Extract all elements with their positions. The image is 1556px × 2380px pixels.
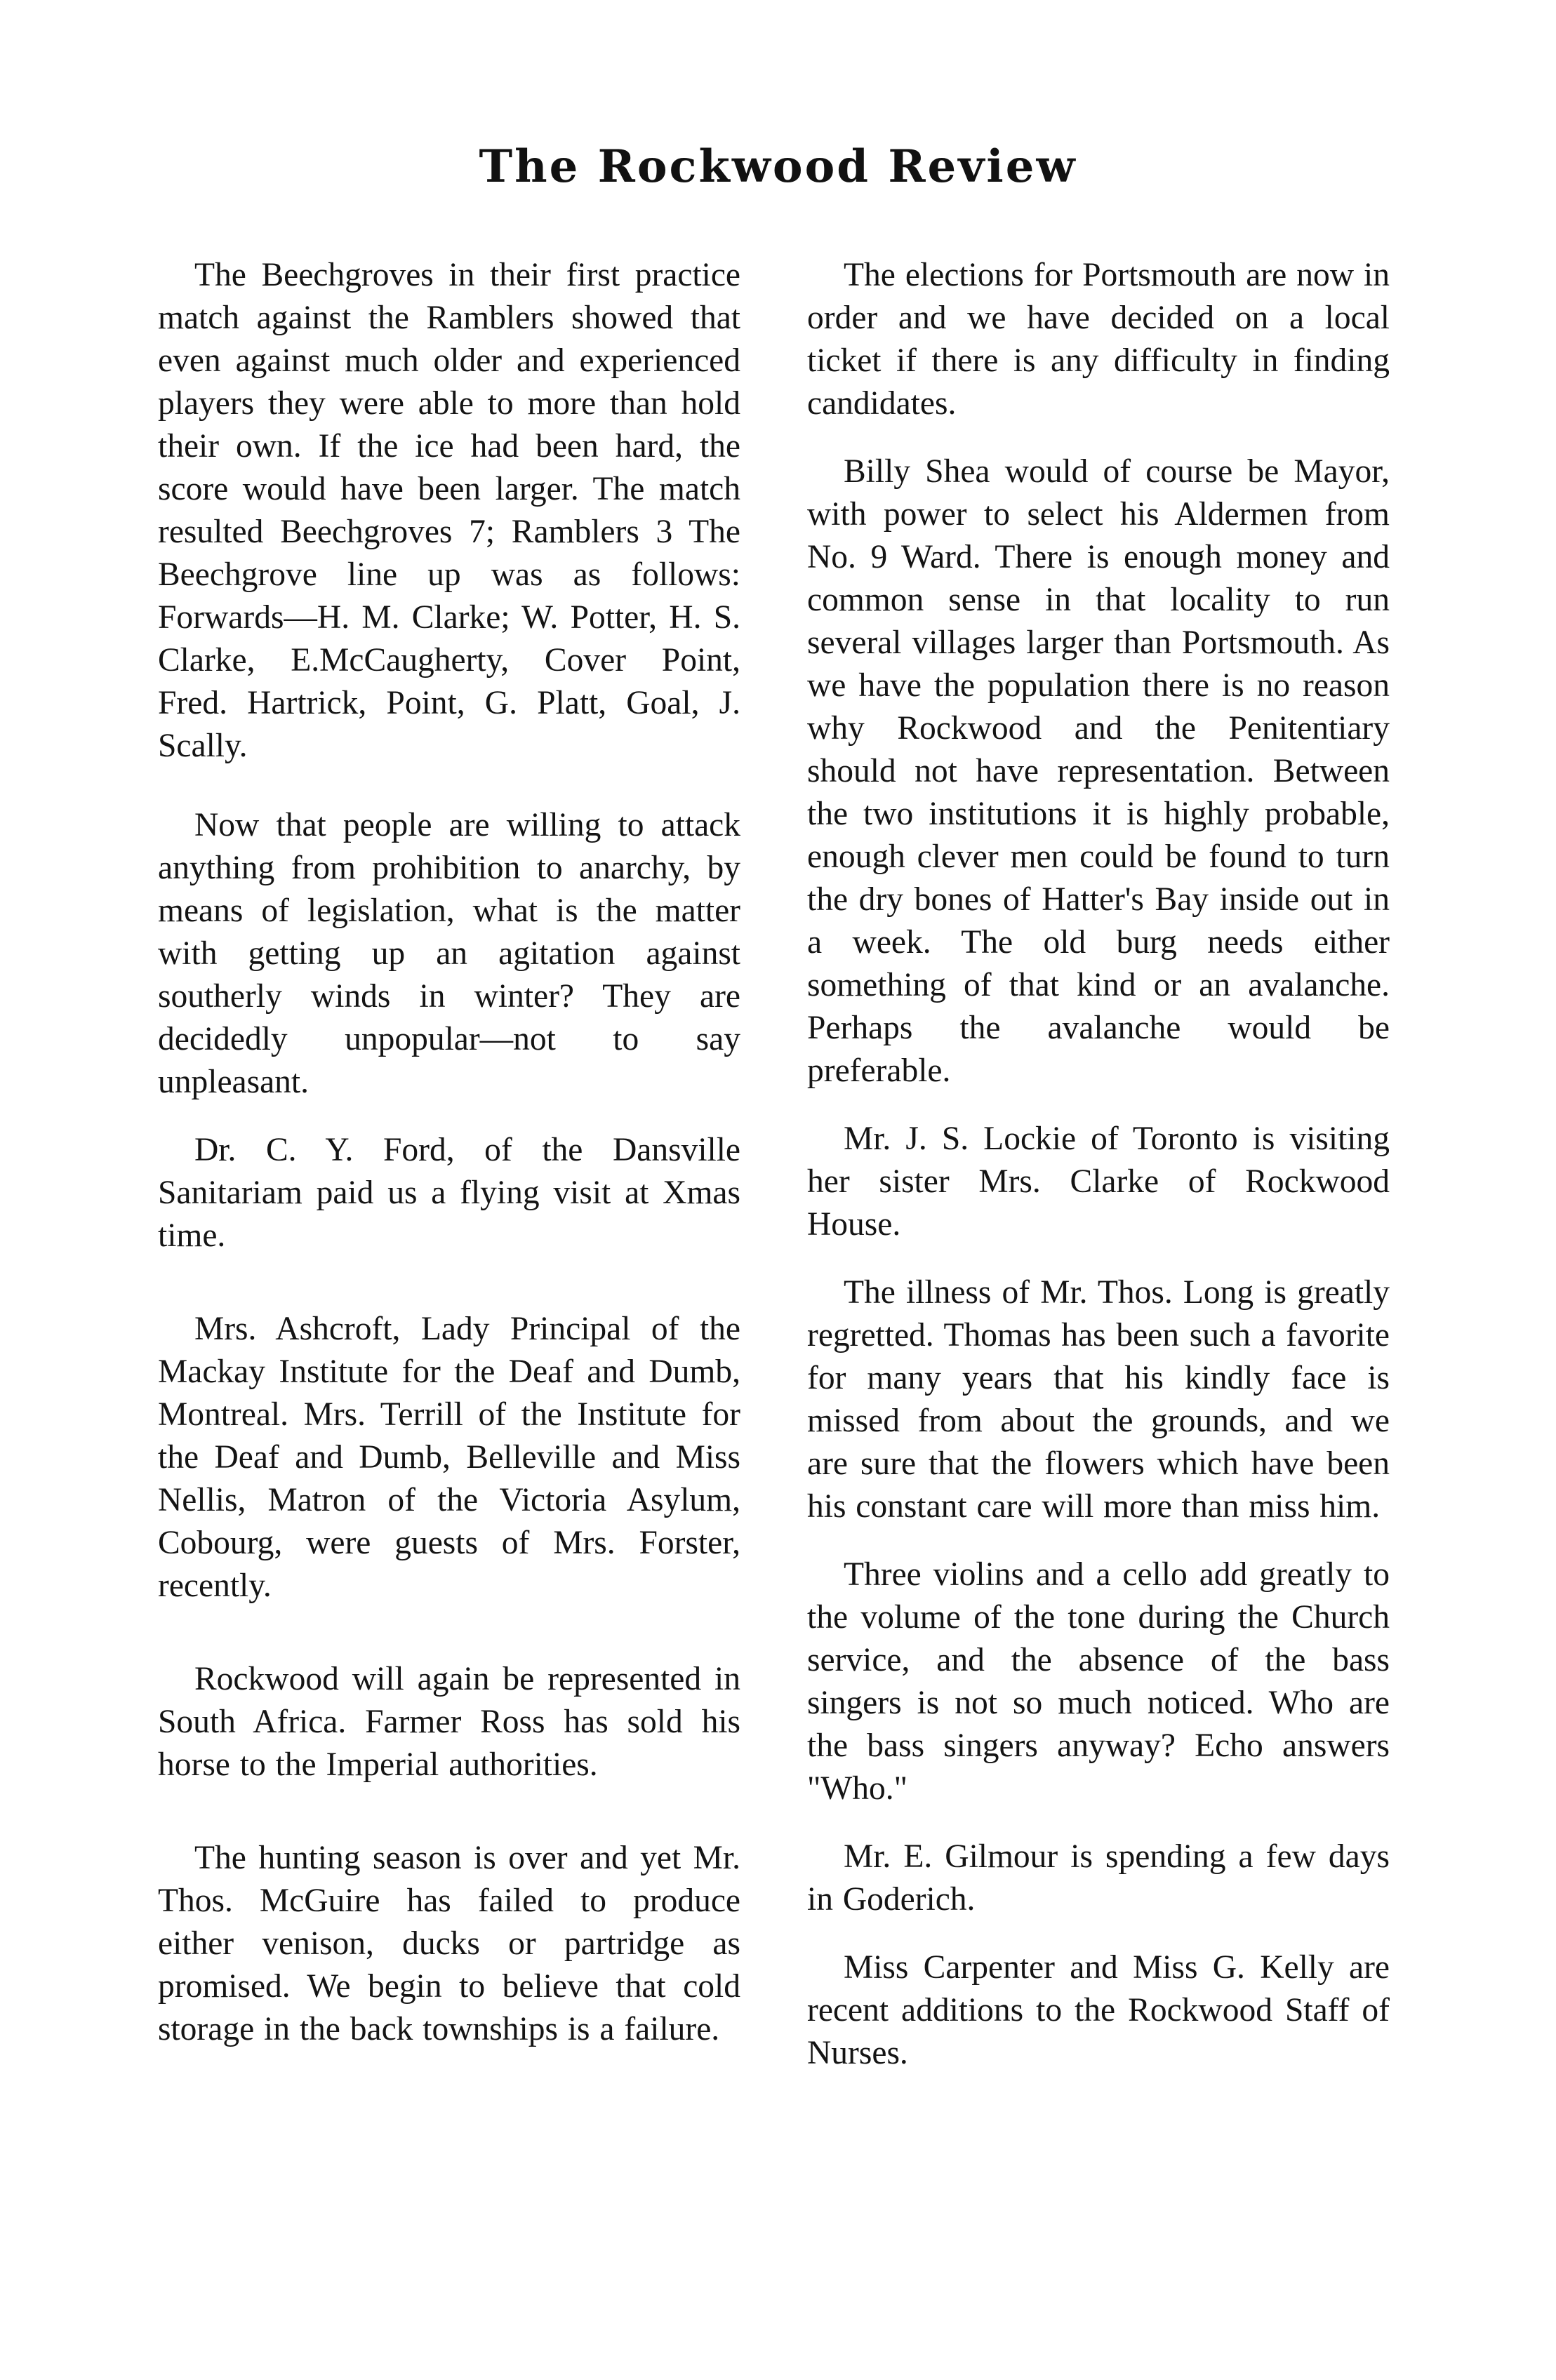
church-violins-paragraph: Three violins and a cello add greatly to the volume of the tone during the Church service, and the absence of the bass singers is not so much noticed. Who are the bass singers anyway? Echo answers "Who." — [807, 1556, 1390, 1807]
beechgroves-match-paragraph: The Beechgroves in their first practice match against the Ramblers showed that even against much older and experienced players they were able to more than hold their own. If the ice had been hard, the score would have been larger. The match resulted Beechgroves 7; Ramblers 3 The Beechgrove line up was as follows: Forwards—H. M. Clarke; W. Potter, H. S. Clarke, E.McCaugherty, Cover Point, Fred. Hartrick, Point, G. Platt, Goal, J. Scally. — [158, 257, 740, 764]
guests-of-mrs-forster-paragraph: Mrs. Ashcroft, Lady Principal of the Mackay Institute for the Deaf and Dumb, Montreal. Mrs. Terrill of the Institute for the Deaf and Dumb, Belleville and Miss Nellis, Matron of the Victoria Asylum, Cobourg, were guests of Mrs. Forster, recently. — [158, 1311, 740, 1604]
portsmouth-elections-paragraph: The elections for Portsmouth are now in order and we have decided on a local ticket if there is any difficulty in finding candidates. — [807, 257, 1390, 422]
farmer-ross-horse-paragraph: Rockwood will again be represented in South Africa. Farmer Ross has sold his horse to the Imperial authorities. — [158, 1661, 740, 1783]
billy-shea-mayor-paragraph: Billy Shea would of course be Mayor, with power to select his Aldermen from No. 9 Ward. There is enough money and common sense in that locality to run several villages larger than Portsmouth. As we have the population there is no reason why Rockwood and the Penitentiary should not have representation. Between the two institutions it is highly probable, enough clever men could be found to turn the dry bones of Hatter's Bay inside out in a week. The old burg needs either something of that kind or an avalanche. Perhaps the avalanche would be preferable. — [807, 453, 1390, 1089]
dr-ford-visit-paragraph: Dr. C. Y. Ford, of the Dansville Sanitariam paid us a flying visit at Xmas time. — [158, 1132, 740, 1254]
thos-long-illness-paragraph: The illness of Mr. Thos. Long is greatly regretted. Thomas has been such a favorite for many years that his kindly face is missed from about the grounds, and we are sure that the flowers which have been his constant care will more than miss him. — [807, 1274, 1390, 1525]
gilmour-goderich-paragraph: Mr. E. Gilmour is spending a few days in Goderich. — [807, 1838, 1390, 1918]
lockie-visit-paragraph: Mr. J. S. Lockie of Toronto is visiting her sister Mrs. Clarke of Rockwood House. — [807, 1121, 1390, 1243]
right-column — [807, 254, 1390, 2075]
southerly-winds-paragraph: Now that people are willing to attack anything from prohibition to anarchy, by means of legislation, what is the matter with getting up an agitation against southerly winds in winter? They are decidedly unpopular—not to say unpleasant. — [158, 807, 740, 1100]
masthead-title: The Rockwood Review — [479, 140, 1077, 193]
hunting-season-paragraph: The hunting season is over and yet Mr. Thos. McGuire has failed to produce either venison, ducks or partridge as promised. We begin to believe that cold storage in the back townships is a failure. — [158, 1840, 740, 2047]
new-nurses-paragraph: Miss Carpenter and Miss G. Kelly are recent additions to the Rockwood Staff of Nurses. — [807, 1949, 1390, 2071]
left-column — [158, 254, 740, 2051]
